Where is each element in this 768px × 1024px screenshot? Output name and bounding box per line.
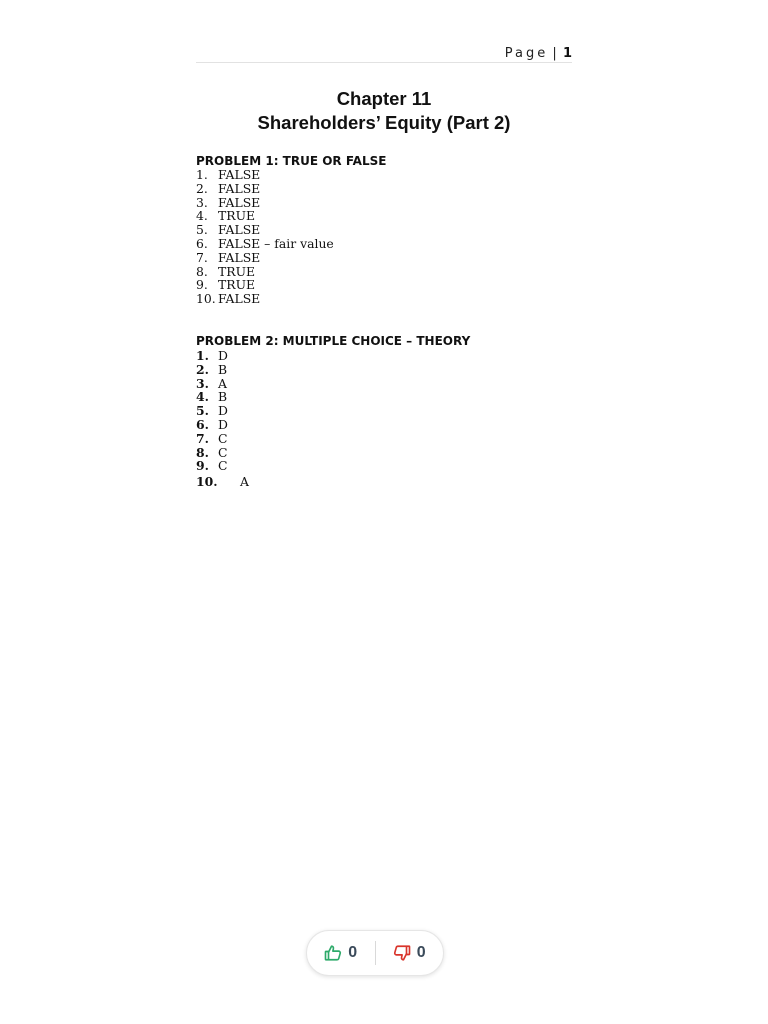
thumbs-down-icon <box>393 944 411 962</box>
like-count: 0 <box>348 944 358 961</box>
answer-text: FALSE <box>218 180 261 196</box>
answer-item <box>196 209 334 223</box>
answer-item <box>196 168 334 182</box>
answer-text: TRUE <box>218 208 256 224</box>
reaction-bar <box>306 930 444 976</box>
answer-item <box>196 237 334 251</box>
answer-item <box>196 404 249 418</box>
answer-text: FALSE <box>218 249 261 265</box>
answer-text: D <box>218 403 228 419</box>
answer-number: 9. <box>196 277 208 293</box>
page-header <box>196 44 572 63</box>
answer-item <box>196 363 249 377</box>
answer-number: 1. <box>196 348 209 363</box>
answer-item <box>196 292 334 306</box>
like-button[interactable] <box>307 931 375 975</box>
answer-text: C <box>218 458 228 474</box>
answer-number: 8. <box>196 263 208 279</box>
answer-text: C <box>218 444 228 460</box>
answer-item <box>196 251 334 265</box>
answer-text: FALSE – fair value <box>218 235 334 251</box>
answer-number: 5. <box>196 222 208 238</box>
answer-text: TRUE <box>218 277 256 293</box>
answer-text: D <box>218 416 228 432</box>
answer-text: FALSE <box>218 194 261 210</box>
answer-item <box>196 278 334 292</box>
answer-number: 10. <box>196 473 218 489</box>
problem2-heading: PROBLEM 2: MULTIPLE CHOICE – THEORY <box>196 334 471 348</box>
thumbs-up-icon <box>324 944 342 962</box>
page-label: Page <box>504 46 549 61</box>
answer-number: 10. <box>196 291 216 307</box>
answer-text: FALSE <box>218 222 261 238</box>
answer-item <box>196 446 249 460</box>
answer-number: 3. <box>196 194 208 210</box>
answer-number: 3. <box>196 375 209 391</box>
page-separator: | <box>552 46 557 61</box>
answer-item <box>196 349 249 363</box>
answer-number: 4. <box>196 389 209 405</box>
answer-text: FALSE <box>218 291 261 307</box>
answer-item <box>196 182 334 196</box>
answer-item <box>196 432 249 446</box>
answer-number: 6. <box>196 416 209 432</box>
problem2-answer-list <box>196 349 249 488</box>
answer-number: 7. <box>196 430 209 446</box>
answer-number: 5. <box>196 403 209 419</box>
chapter-title: Chapter 11 <box>336 88 432 109</box>
page-number: 1 <box>562 46 572 61</box>
answer-item <box>196 390 249 404</box>
answer-number: 7. <box>196 249 208 265</box>
chapter-subtitle: Shareholders’ Equity (Part 2) <box>257 112 511 133</box>
answer-number: 2. <box>196 361 209 377</box>
answer-item <box>196 265 334 279</box>
answer-item <box>196 459 249 473</box>
answer-item <box>196 475 249 489</box>
problem1-heading: PROBLEM 1: TRUE OR FALSE <box>196 154 387 168</box>
answer-text: B <box>218 389 228 405</box>
dislike-button[interactable] <box>376 931 444 975</box>
problem1-answer-list <box>196 168 334 306</box>
answer-number: 2. <box>196 180 208 196</box>
answer-text: A <box>240 473 249 489</box>
dislike-count: 0 <box>416 944 426 961</box>
answer-text: D <box>218 348 228 363</box>
answer-number: 8. <box>196 444 209 460</box>
answer-text: C <box>218 430 228 446</box>
answer-number: 1. <box>196 167 208 182</box>
answer-item <box>196 196 334 210</box>
answer-item <box>196 223 334 237</box>
answer-number: 4. <box>196 208 208 224</box>
answer-number: 6. <box>196 235 208 251</box>
answer-item <box>196 418 249 432</box>
answer-text: TRUE <box>218 263 256 279</box>
answer-item <box>196 377 249 391</box>
answer-text: A <box>218 375 227 391</box>
answer-text: FALSE <box>218 167 261 182</box>
answer-number: 9. <box>196 458 209 474</box>
answer-text: B <box>218 361 228 377</box>
